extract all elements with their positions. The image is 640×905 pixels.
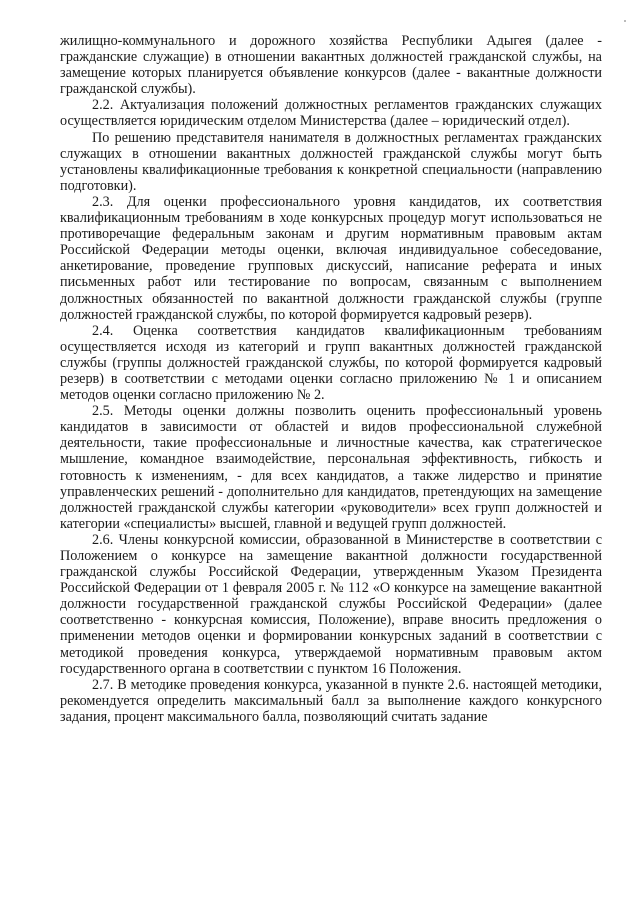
paragraph-2-4: 2.4. Оценка соответствия кандидатов квалификационным требованиям осуществляется исходя из категорий и групп вакантных должностей гражданской службы (группы должностей гражданской службы, по которой формируется кадровый резерв) в соответствии с методами оценки согласно приложению № 1 и описанием методов оценки согласно приложению № 2. [60,322,602,404]
paragraph-2-2-note: По решению представителя нанимателя в должностных регламентах гражданских служащих в отношении вакантных должностей гражданской службы могут быть установлены квалификационные требования к конкретной специальности (направлению подготовки). [60,129,602,194]
paragraph-2-6: 2.6. Члены конкурсной комиссии, образованной в Министерстве в соответствии с Положением о конкурсе на замещение вакантной должности государственной гражданской службы Российской Федерации, утвержденным Указом Президента Российской Федерации от 1 февраля 2005 г. № 112 «О конкурсе на замещение вакантной должности государственной гражданской службы Российской Федерации» (далее соответственно - конкурсная комиссия, Положение), вправе вносить предложения о применении методов оценки и формировании конкурсных заданий в соответствии с методикой проведения конкурса, утверждаемой нормативным правовым актом государственного органа в соответствии с пунктом 16 Положения. [60,531,602,677]
document-body [60,33,602,725]
paragraph-2-2: 2.2. Актуализация положений должностных регламентов гражданских служащих осуществляется юридическим отделом Министерства (далее – юридический отдел). [60,97,602,130]
paragraph-2-5: 2.5. Методы оценки должны позволить оценить профессиональный уровень кандидатов в зависимости от областей и видов профессиональной служебной деятельности, такие профессиональные и личностные качества, как стратегическое мышление, командное взаимодействие, персональная эффективность, гибкость и готовность к изменениям, - для всех кандидатов, а также лидерство и принятие управленческих решений - дополнительно для кандидатов, претендующих на замещение должностей гражданской службы категории «руководители» всех групп должностей и категории «специалисты» высшей, главной и ведущей групп должностей. [60,403,602,532]
scan-speck [624,20,626,22]
paragraph-2-7: 2.7. В методике проведения конкурса, указанной в пункте 2.6. настоящей методики, рекомендуется определить максимальный балл за выполнение каждого конкурсного задания, процент максимального балла, позволяющий считать задание [60,676,602,725]
paragraph-continuation: жилищно-коммунального и дорожного хозяйства Республики Адыгея (далее - гражданские служащие) в отношении вакантных должностей гражданской службы, на замещение которых планируется объявление конкурсов (далее - вакантные должности гражданской службы). [60,33,602,98]
paragraph-2-3: 2.3. Для оценки профессионального уровня кандидатов, их соответствия квалификационным требованиям в ходе конкурсных процедур могут использоваться не противоречащие федеральным законам и другим нормативным правовым актам Российской Федерации методы оценки, включая индивидуальное собеседование, анкетирование, проведение групповых дискуссий, написание реферата и иных письменных работ или тестирование по вопросам, связанным с выполнением должностных обязанностей по вакантной должности гражданской службы (группе должностей гражданской службы, по которой формируется кадровый резерв). [60,193,602,323]
